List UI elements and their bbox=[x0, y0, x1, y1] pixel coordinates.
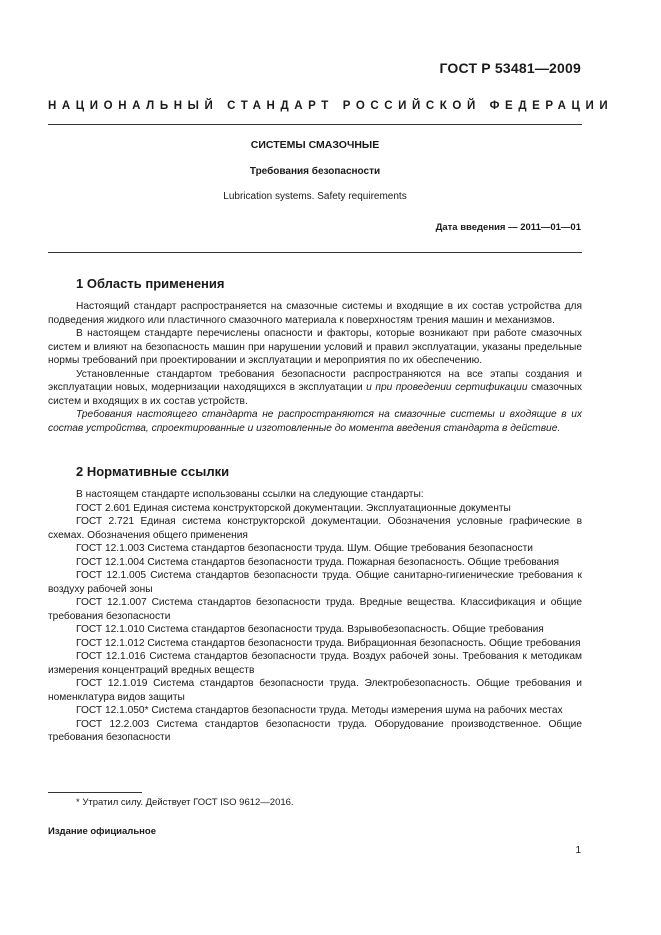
reference-item: ГОСТ 12.1.016 Система стандартов безопасности труда. Воздух рабочей зоны. Требования к методикам измерения концентраций вредных веществ bbox=[48, 651, 582, 676]
reference-item: ГОСТ 12.1.010 Система стандартов безопасности труда. Взрывобезопасность. Общие требования bbox=[76, 624, 544, 635]
document-title: СИСТЕМЫ СМАЗОЧНЫЕ bbox=[250, 139, 380, 151]
paragraph-text: Установленные стандартом требования безопасности распространяются на все этапы создания и эксплуатации новых, модернизации находящихся в эксплуатации bbox=[48, 368, 582, 393]
edition-label: Издание официальное bbox=[48, 826, 156, 837]
document-subtitle: Требования безопасности bbox=[249, 166, 381, 177]
reference-item: ГОСТ 12.1.003 Система стандартов безопасности труда. Шум. Общие требования безопасности bbox=[76, 543, 533, 554]
header-divider-top bbox=[48, 124, 582, 125]
reference-item: ГОСТ 12.1.004 Система стандартов безопасности труда. Пожарная безопасность. Общие требования bbox=[76, 556, 560, 568]
footnote: * Утратил силу. Действует ГОСТ ISO 9612—2016. bbox=[76, 797, 294, 808]
header-divider-bottom bbox=[48, 252, 582, 253]
reference-intro: В настоящем стандарте использованы ссылки на следующие стандарты: bbox=[76, 489, 424, 500]
section-body-references bbox=[48, 488, 582, 745]
paragraph-text-italic: и при проведении сертификации bbox=[366, 382, 528, 393]
document-title-english: Lubrication systems. Safety requirements bbox=[223, 191, 407, 202]
reference-item: ГОСТ 2.721 Единая система конструкторской документации. Обозначения условные графические в схемах. Обозначения общего применения bbox=[48, 516, 582, 541]
reference-item: ГОСТ 12.1.007 Система стандартов безопасности труда. Вредные вещества. Классификация и общие требования безопасности bbox=[48, 597, 582, 622]
document-code: ГОСТ Р 53481—2009 bbox=[439, 60, 581, 76]
page-number: 1 bbox=[575, 845, 581, 856]
section-heading-references: 2 Нормативные ссылки bbox=[76, 464, 230, 479]
reference-item: ГОСТ 12.2.003 Система стандартов безопасности труда. Оборудование производственное. Общие требования безопасности bbox=[48, 718, 582, 743]
paragraph-italic: Требования настоящего стандарта не распространяются на смазочные системы и входящие в их состав устройства, спроектированные и изготовленные до момента введения стандарта в действие. bbox=[48, 409, 582, 434]
paragraph-text: смазочных систем и входящих в их состав устройств. bbox=[48, 382, 582, 407]
reference-item: ГОСТ 12.1.019 Система стандартов безопасности труда. Электробезопасность. Общие требования и номенклатура видов защиты bbox=[48, 678, 582, 703]
paragraph: Настоящий стандарт распространяется на смазочные системы и входящие в их состав устройства для подведения жидкого или пластичного смазочного материала к поверхностям трения машин и механизмов. bbox=[48, 301, 582, 326]
introduction-date: Дата введения — 2011—01—01 bbox=[435, 222, 581, 233]
section-body-scope bbox=[48, 300, 582, 435]
section-heading-scope: 1 Область применения bbox=[76, 276, 225, 291]
paragraph: В настоящем стандарте перечислены опасности и факторы, которые возникают при работе смазочных систем и влияют на безопасность машин при нарушении условий и правил эксплуатации, указаны предельные нормы требований при проектировании и эксплуатации и мероприятия по их обеспечению. bbox=[48, 328, 582, 366]
paragraph bbox=[48, 368, 582, 409]
reference-item: ГОСТ 12.1.005 Система стандартов безопасности труда. Общие санитарно-гигиенические требования к воздуху рабочей зоны bbox=[48, 570, 582, 595]
reference-item: ГОСТ 12.1.050* Система стандартов безопасности труда. Методы измерения шума на рабочих местах bbox=[76, 705, 563, 716]
reference-item: ГОСТ 12.1.012 Система стандартов безопасности труда. Вибрационная безопасность. Общие требования bbox=[76, 637, 581, 649]
national-standard-banner: НАЦИОНАЛЬНЫЙ СТАНДАРТ РОССИЙСКОЙ ФЕДЕРАЦИИ bbox=[48, 100, 614, 112]
reference-item: ГОСТ 2.601 Единая система конструкторской документации. Эксплуатационные документы bbox=[76, 502, 511, 514]
footnote-divider bbox=[48, 792, 142, 793]
